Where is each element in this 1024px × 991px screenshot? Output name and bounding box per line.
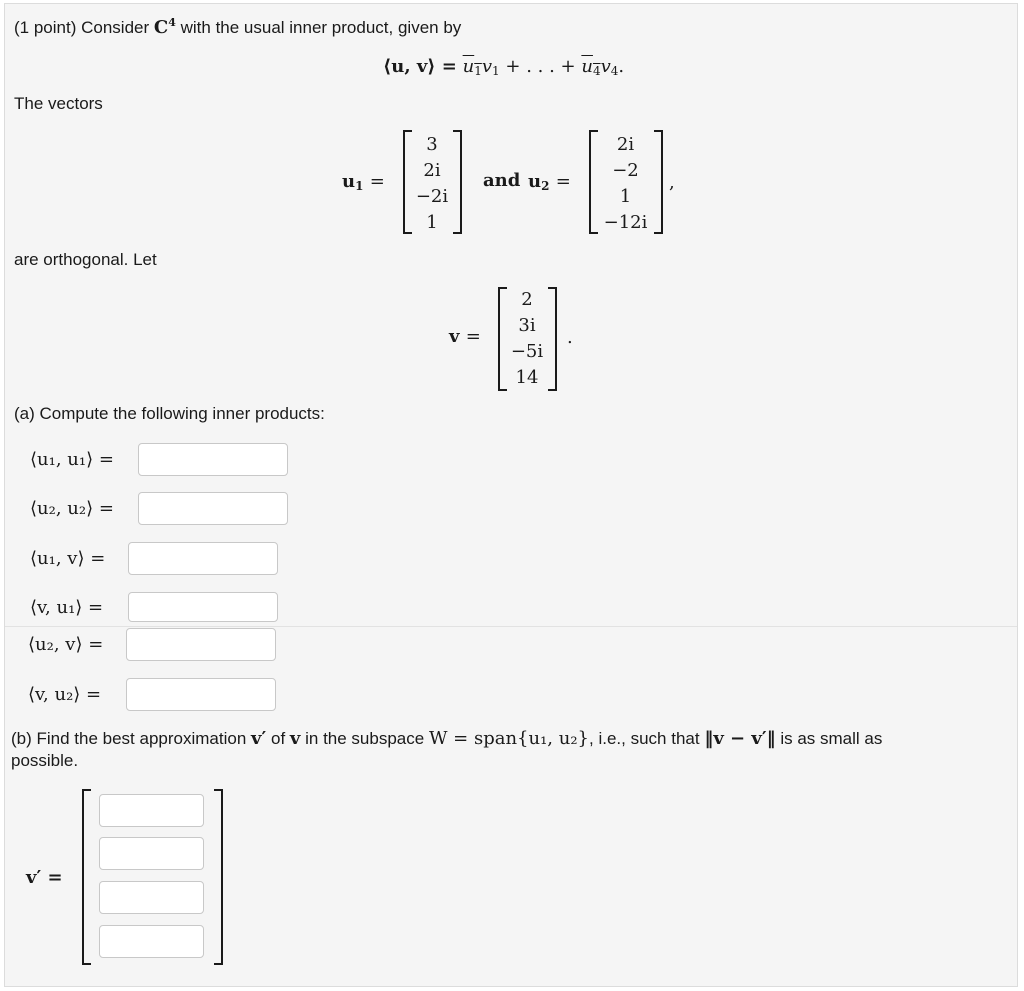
v-prime-entry-input-3[interactable] [99, 881, 204, 914]
u1-right-bracket [453, 130, 462, 234]
inner-product-label-u1-v: ⟨u₁, v⟩ = [30, 548, 106, 569]
u2-entry: 2i [616, 134, 635, 155]
v-entry: 14 [515, 367, 539, 388]
inner-product-label-v-u2: ⟨v, u₂⟩ = [28, 684, 102, 705]
part-b-prompt-line2: possible. [11, 751, 79, 770]
part-b-prompt: (b) Find the best approximation v′ of v in the subspace W = span{u₁, u₂}, i.e., such that ‖v − v′‖ is as small as [11, 728, 883, 749]
intro-text-after: with the usual inner product, given by [180, 18, 462, 37]
v-prime-symbol: v′ [251, 728, 267, 749]
answer-input-v-u1[interactable] [128, 592, 278, 622]
u1-entry: 3 [426, 134, 438, 155]
v-symbol: v [289, 728, 301, 749]
u2-right-bracket [654, 130, 663, 234]
u1-entry: −2i [415, 186, 449, 207]
intro-text-before: Consider [81, 18, 150, 37]
vectors-comma: , [669, 172, 675, 193]
orthogonal-text: are orthogonal. Let [14, 250, 157, 269]
u2-label: $u_2$ = [528, 171, 571, 193]
u2-entry: −12i [603, 212, 648, 233]
answer-input-v-u2[interactable] [126, 678, 276, 711]
v-period: . [567, 327, 573, 348]
u2-entry: −2 [612, 160, 639, 181]
u1-entry: 2i [423, 160, 441, 181]
answer-input-u1-u1[interactable] [138, 443, 288, 476]
answer-input-u2-u2[interactable] [138, 492, 288, 525]
u2-entry: 1 [619, 186, 632, 207]
v-prime-entry-input-2[interactable] [99, 837, 204, 870]
inner-product-formula: ⟨u, v⟩ = $\overline{u}_1v_1$ + . . . + $\overline{u}_4v_4$. [383, 56, 625, 78]
u2-entries [596, 130, 655, 233]
v-prime-answer-label: v′ = [26, 867, 63, 888]
inner-product-label-u1-u1: ⟨u₁, u₁⟩ = [30, 449, 114, 470]
v-entry: 2 [521, 289, 533, 310]
norm-expression: ‖v − v′‖ [704, 728, 776, 749]
v-entries [505, 287, 549, 387]
intro-line [14, 16, 461, 38]
complex-space-symbol: $C^4$ [153, 16, 176, 38]
v-prime-left-bracket [82, 789, 91, 965]
v-right-bracket [548, 287, 557, 391]
v-prime-entry-input-1[interactable] [99, 794, 204, 827]
and-word: and [483, 170, 521, 191]
inner-product-label-u2-u2: ⟨u₂, u₂⟩ = [30, 498, 114, 519]
part-a-prompt: (a) Compute the following inner products: [14, 404, 325, 423]
u1-entries [410, 130, 454, 233]
v-label: v = [449, 326, 481, 347]
u1-entry: 1 [426, 212, 438, 233]
points-label: (1 point) [14, 18, 77, 37]
v-entry: 3i [518, 315, 536, 336]
subspace-expression: W = span{u₁, u₂} [428, 728, 590, 749]
answer-input-u1-v[interactable] [128, 542, 278, 575]
v-prime-right-bracket [214, 789, 223, 965]
answer-input-u2-v[interactable] [126, 628, 276, 661]
inner-product-label-v-u1: ⟨v, u₁⟩ = [30, 597, 104, 618]
u1-label: $u_1$ = [342, 171, 385, 193]
the-vectors-label: The vectors [14, 94, 103, 113]
inner-product-label-u2-v: ⟨u₂, v⟩ = [28, 634, 104, 655]
v-entry: −5i [510, 341, 544, 362]
v-prime-entry-input-4[interactable] [99, 925, 204, 958]
